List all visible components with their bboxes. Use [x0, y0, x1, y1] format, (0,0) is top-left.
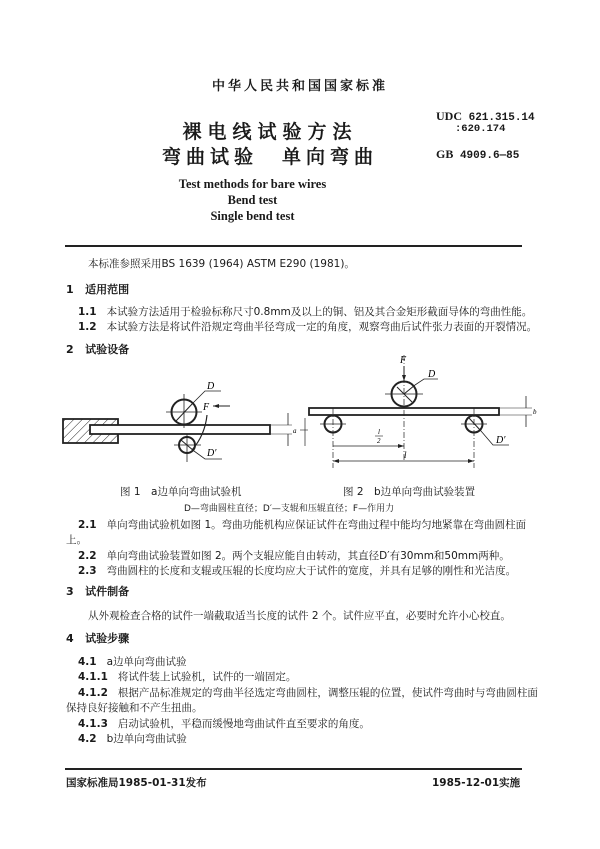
udc-value: 621.315.14	[468, 112, 535, 124]
section-number: 4	[66, 632, 74, 645]
section-3-text: 从外观检查合格的试件一端截取适当长度的试件 2 个。试件应平直，必要时允许小心校直。	[88, 610, 511, 622]
clause-text: b边单向弯曲试验	[106, 733, 187, 745]
svg-text:l: l	[378, 428, 380, 436]
svg-text:b: b	[533, 408, 537, 416]
svg-text:2: 2	[377, 437, 381, 445]
udc-code	[436, 110, 535, 124]
clause-text: 本试验方法是将试件沿规定弯曲半径弯成一定的角度，观察弯曲后试件张力表面的开裂情况。	[106, 321, 538, 333]
clause-text: 弯曲圆柱的长度和支辊或压辊的长度均应大于试件的宽度，并具有足够的刚性和光洁度。	[106, 565, 517, 577]
intro-reference: 本标准参照采用BS 1639 (1964) ASTM E290 (1981)。	[88, 258, 355, 270]
udc-value-2: :620.174	[455, 123, 506, 135]
section-number: 3	[66, 585, 74, 598]
section-4-heading	[66, 632, 129, 646]
title-cn-line1: 裸电线试验方法	[182, 121, 358, 143]
svg-text:F: F	[400, 355, 407, 366]
title-en-line3: Single bend test	[210, 209, 295, 223]
clause-number: 4.1.1	[78, 671, 108, 683]
clause-text: 将试件装上试验机，试件的一端固定。	[117, 671, 297, 683]
clause-4-1-1	[78, 670, 296, 684]
svg-text:F: F	[203, 402, 210, 413]
svg-text:D: D	[428, 369, 436, 380]
clause-number: 4.2	[78, 733, 97, 745]
clause-number: 4.1.2	[78, 687, 108, 699]
title-cn-line2: 弯曲试验 单向弯曲	[161, 146, 378, 168]
section-title: 试验步骤	[85, 632, 130, 645]
label-D: D	[207, 381, 215, 392]
section-title: 试验设备	[85, 343, 130, 356]
header-divider	[65, 245, 522, 247]
figure-1-caption: 图 1 a边单向弯曲试验机	[120, 486, 242, 498]
clause-4-1-2-cont: 保持良好接触和不产生扭曲。	[66, 702, 203, 714]
clause-2-2	[78, 549, 510, 563]
clause-2-1	[78, 518, 526, 532]
clause-number: 4.1	[78, 656, 97, 668]
svg-text:D′: D′	[496, 435, 506, 446]
gb-label: GB	[436, 147, 454, 161]
gb-code	[436, 147, 519, 162]
clause-1-1	[78, 305, 532, 319]
figure-legend: D—弯曲圆柱直径；D′—支辊和压辊直径；F—作用力	[184, 504, 395, 514]
svg-text:l: l	[404, 450, 407, 460]
clause-number: 1.1	[78, 306, 97, 318]
clause-text: 本试验方法适用于检验标称尺寸0.8mm及以上的铜、铝及其合金矩形截面导体的弯曲性能。	[106, 306, 533, 318]
section-number: 1	[66, 283, 74, 296]
effective-date: 1985-12-01实施	[432, 777, 521, 789]
title-en-line1: Test methods for bare wires	[178, 177, 327, 191]
clause-number: 1.2	[78, 321, 97, 333]
figure-1-diagram	[55, 370, 305, 470]
figure-2-diagram	[300, 350, 550, 470]
figure-2-caption: 图 2 b边单向弯曲试验装置	[343, 486, 476, 498]
clause-1-2	[78, 320, 537, 334]
clause-number: 4.1.3	[78, 718, 108, 730]
section-1-heading	[66, 283, 129, 297]
udc-label: UDC	[436, 109, 462, 123]
issue-date: 国家标准局1985-01-31发布	[66, 777, 207, 789]
clause-text: 单向弯曲试验装置如图 2。两个支辊应能自由转动，其直径D′有30mm和50mm两种。	[106, 550, 510, 562]
nation-standard-heading: 中华人民共和国国家标准	[211, 79, 388, 94]
clause-4-2	[78, 732, 187, 746]
title-en-line2: Bend test	[227, 193, 278, 207]
clause-4-1-3	[78, 717, 370, 731]
clause-4-1-2	[78, 686, 538, 700]
clause-4-1	[78, 655, 187, 669]
clause-text: a边单向弯曲试验	[106, 656, 187, 668]
section-2-heading	[66, 343, 129, 357]
clause-text: 单向弯曲试验机如图 1。弯曲功能机构应保证试件在弯曲过程中能均匀地紧靠在弯曲圆柱面	[106, 519, 527, 531]
section-title: 适用范围	[85, 283, 130, 296]
clause-number: 2.1	[78, 519, 97, 531]
section-number: 2	[66, 343, 74, 356]
footer-divider	[65, 768, 522, 770]
clause-number: 2.2	[78, 550, 97, 562]
gb-value: 4909.6—85	[459, 150, 520, 162]
clause-number: 2.3	[78, 565, 97, 577]
svg-text:a: a	[293, 427, 297, 435]
clause-2-3	[78, 564, 516, 578]
section-title: 试件制备	[85, 585, 130, 598]
clause-text: 启动试验机，平稳而缓慢地弯曲试件直至要求的角度。	[117, 718, 370, 730]
svg-text:D′: D′	[207, 448, 217, 459]
clause-2-1-cont: 上。	[66, 534, 87, 546]
clause-text: 根据产品标准规定的弯曲半径选定弯曲圆柱，调整压辊的位置，使试件弯曲时与弯曲圆柱面	[117, 687, 538, 699]
section-3-heading	[66, 585, 129, 599]
